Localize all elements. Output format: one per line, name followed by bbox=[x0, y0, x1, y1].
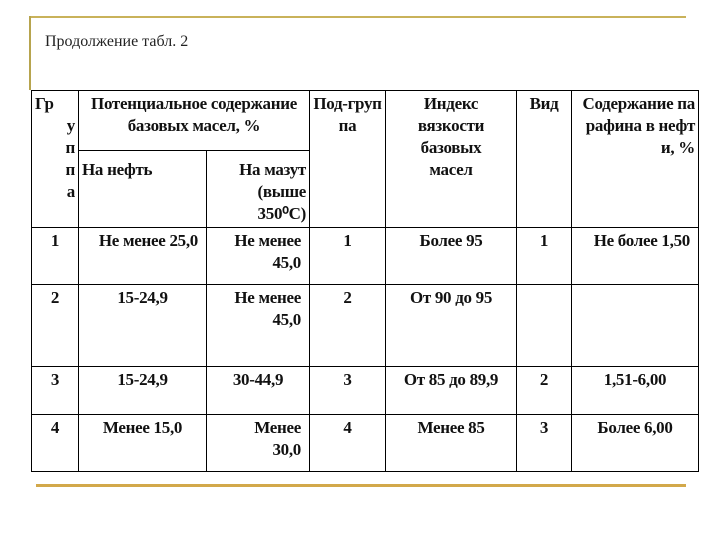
cell-subgroup: 2 bbox=[310, 285, 386, 367]
table-row bbox=[32, 228, 699, 285]
header-group bbox=[32, 91, 79, 228]
cell-group: 1 bbox=[32, 228, 79, 285]
header-potential: Потенциальное содержание базовых масел, % bbox=[79, 91, 310, 151]
top-gold-rule bbox=[30, 16, 686, 18]
cell-type bbox=[517, 285, 572, 367]
cell-oil: Не менее 25,0 bbox=[79, 228, 207, 285]
cell-paraffin bbox=[572, 285, 699, 367]
cell-oil: 15-24,9 bbox=[79, 367, 207, 415]
header-group-letter: у bbox=[66, 116, 75, 135]
header-subgroup: Под-группа bbox=[310, 91, 386, 228]
cell-subgroup: 1 bbox=[310, 228, 386, 285]
cell-paraffin: Не более 1,50 bbox=[572, 228, 699, 285]
cell-subgroup: 3 bbox=[310, 367, 386, 415]
cell-paraffin: Более 6,00 bbox=[572, 415, 699, 472]
cell-group: 4 bbox=[32, 415, 79, 472]
cell-paraffin: 1,51-6,00 bbox=[572, 367, 699, 415]
header-on-fuel-oil: На мазут (выше 350⁰С) bbox=[207, 151, 310, 228]
cell-fuel-oil: 30-44,9 bbox=[207, 367, 310, 415]
table-row bbox=[32, 285, 699, 367]
cell-index: Менее 85 bbox=[386, 415, 517, 472]
header-on-oil: На нефть bbox=[79, 151, 207, 228]
cell-group: 2 bbox=[32, 285, 79, 367]
header-group-letter: п bbox=[65, 160, 75, 179]
header-group-letter: п bbox=[65, 138, 75, 157]
cell-index: Более 95 bbox=[386, 228, 517, 285]
header-group-letter: Гр bbox=[35, 94, 54, 113]
cell-fuel-oil: Менее 30,0 bbox=[207, 415, 310, 472]
oil-classification-table bbox=[31, 90, 699, 472]
bottom-gold-rule bbox=[36, 484, 686, 487]
table-caption: Продолжение табл. 2 bbox=[45, 33, 189, 50]
header-paraffin: Содержание парафина в нефти, % bbox=[572, 91, 699, 228]
cell-index: От 85 до 89,9 bbox=[386, 367, 517, 415]
cell-oil: Менее 15,0 bbox=[79, 415, 207, 472]
cell-fuel-oil: Не менее 45,0 bbox=[207, 228, 310, 285]
header-type: Вид bbox=[517, 91, 572, 228]
cell-type: 2 bbox=[517, 367, 572, 415]
cell-subgroup: 4 bbox=[310, 415, 386, 472]
header-group-letter: а bbox=[66, 182, 75, 201]
cell-type: 1 bbox=[517, 228, 572, 285]
cell-oil: 15-24,9 bbox=[79, 285, 207, 367]
table-row bbox=[32, 415, 699, 472]
left-gold-rule bbox=[29, 16, 31, 90]
cell-fuel-oil: Не менее 45,0 bbox=[207, 285, 310, 367]
cell-group: 3 bbox=[32, 367, 79, 415]
header-row bbox=[32, 91, 699, 151]
table-row bbox=[32, 367, 699, 415]
header-viscosity-index: Индекс вязкости базовых масел bbox=[386, 91, 517, 228]
cell-index: От 90 до 95 bbox=[386, 285, 517, 367]
cell-type: 3 bbox=[517, 415, 572, 472]
